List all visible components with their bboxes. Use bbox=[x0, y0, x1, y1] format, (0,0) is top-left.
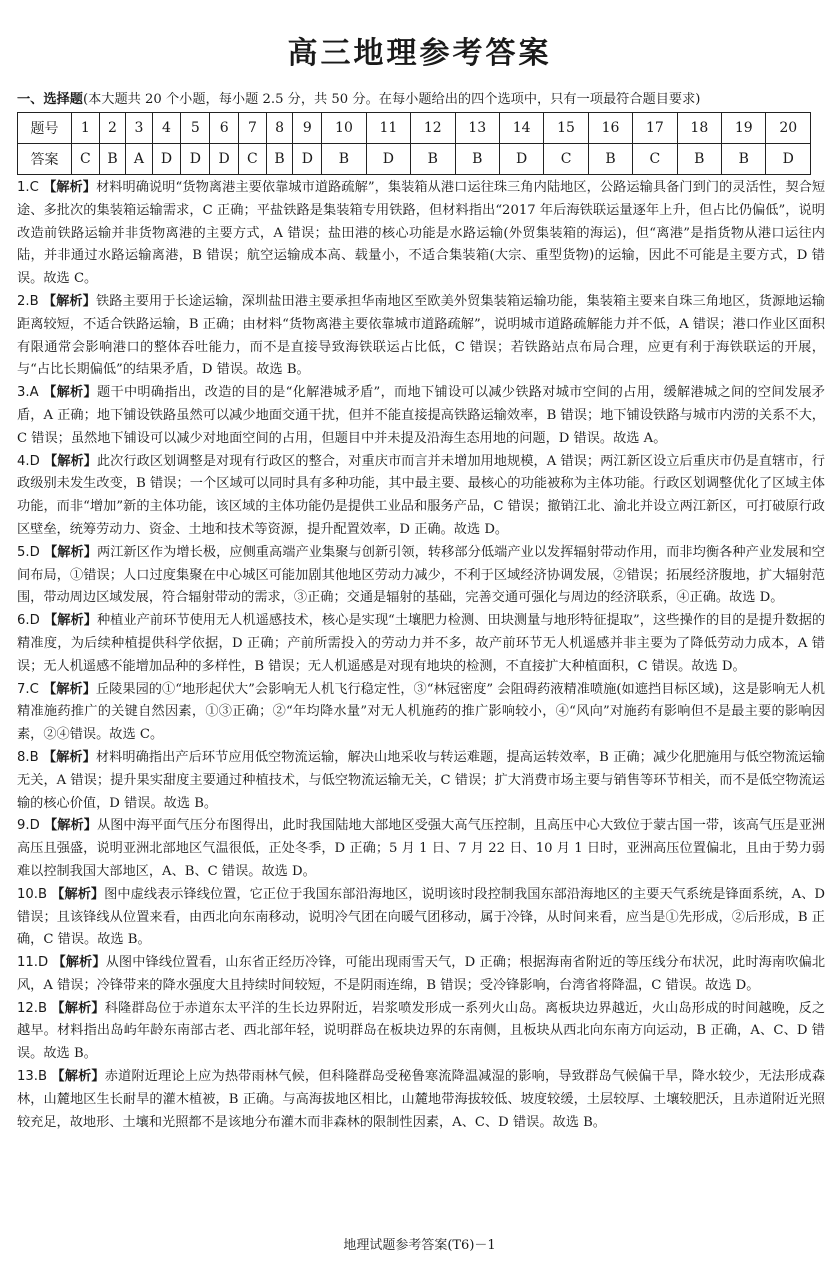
answer-cell: D bbox=[766, 144, 811, 175]
item-number: 11.D bbox=[17, 955, 49, 971]
answer-table bbox=[17, 112, 811, 175]
explanation-item bbox=[17, 542, 825, 610]
explanation-item bbox=[17, 382, 825, 450]
answer-cell: A bbox=[126, 144, 152, 175]
item-number: 10.B bbox=[17, 886, 48, 902]
item-text: 科隆群岛位于赤道东太平洋的生长边界附近，岩浆喷发形成一系列火山岛。离板块边界越近，火山岛形成的时间越晚，反之越早。材料指出岛屿年龄东南部古老、西北部年轻，说明群岛在板块边界的东南侧，且板块从西北向东南方向运动，B 正确，A、C、D 错误。故选 B。 bbox=[17, 1000, 826, 1062]
item-number: 6.D bbox=[17, 613, 40, 629]
answer-cell: D bbox=[181, 144, 210, 175]
analysis-tag: 【解析】 bbox=[51, 1069, 105, 1085]
item-number: 12.B bbox=[17, 1000, 48, 1016]
answer-cell: B bbox=[411, 144, 455, 175]
question-number-cell: 10 bbox=[322, 113, 366, 144]
question-number-cell: 7 bbox=[239, 113, 267, 144]
analysis-tag: 【解析】 bbox=[43, 453, 97, 469]
explanation-item bbox=[17, 884, 825, 952]
item-text: 从图中海平面气压分布图得出，此时我国陆地大部地区受强大高气压控制，且高压中心大致位于蒙古国一带，该高气压是亚洲高压且强盛，说明亚洲北部地区气温很低，正处冬季，D 正确；5 月 1 日、7 月 22 日、10 月 1 日时，亚洲高压位置偏北，且由于势力弱难以控制我国大部地区，A、B、C 错误。故选 D。 bbox=[17, 818, 825, 879]
item-number: 13.B bbox=[17, 1069, 48, 1085]
analysis-tag: 【解析】 bbox=[51, 886, 105, 902]
answer-cell: C bbox=[72, 144, 100, 175]
analysis-tag: 【解析】 bbox=[42, 293, 96, 309]
answer-cell: B bbox=[455, 144, 499, 175]
answer-cell: B bbox=[322, 144, 366, 175]
explanation-item bbox=[17, 1066, 825, 1134]
answer-cell: D bbox=[293, 144, 322, 175]
answer-table-row1-label: 题号 bbox=[18, 113, 72, 144]
item-text: 材料明确指出产后环节应用低空物流运输，解决山地采收与转运难题，提高运转效率，B 正确；减少化肥施用与低空物流运输无关，A 错误；提升果实甜度主要通过种植技术，与低空物流运输无关，C 错误；扩大消费市场主要与销售等环节相关，而不是低空物流运输的核心价值，D 错误。故选 B。 bbox=[17, 749, 825, 811]
section-note: (本大题共 20 个小题，每小题 2.5 分，共 50 分。在每小题给出的四个选项中，只有一项最符合题目要求) bbox=[82, 92, 701, 107]
question-number-cell: 3 bbox=[126, 113, 152, 144]
answer-cell: D bbox=[152, 144, 181, 175]
explanation-item bbox=[17, 952, 825, 998]
item-text: 图中虚线表示锋线位置，它正位于我国东部沿海地区，说明该时段控制我国东部沿海地区的主要天气系统是锋面系统，A、D 错误；且该锋线从位置来看，由西北向东南移动，说明冷气团在向暖气团移动，属于冷锋，从时间来看，应当是①先形成，②后形成，B 正确，C 错误。故选 B。 bbox=[17, 886, 826, 948]
question-number-cell: 9 bbox=[293, 113, 322, 144]
analysis-tag: 【解析】 bbox=[43, 385, 97, 401]
analysis-tag: 【解析】 bbox=[44, 544, 97, 560]
answer-cell: C bbox=[633, 144, 677, 175]
question-number-cell: 2 bbox=[99, 113, 126, 144]
explanation-item bbox=[17, 679, 825, 747]
analysis-tag: 【解析】 bbox=[51, 1000, 105, 1016]
item-number: 5.D bbox=[17, 544, 40, 560]
question-number-cell: 8 bbox=[266, 113, 293, 144]
item-number: 2.B bbox=[17, 293, 39, 309]
question-number-cell: 20 bbox=[766, 113, 811, 144]
item-number: 7.C bbox=[17, 681, 39, 697]
question-number-cell: 19 bbox=[722, 113, 766, 144]
analysis-tag: 【解析】 bbox=[43, 180, 97, 195]
question-number-cell: 12 bbox=[411, 113, 455, 144]
analysis-tag: 【解析】 bbox=[43, 681, 96, 697]
item-number: 4.D bbox=[17, 453, 40, 469]
item-number: 3.A bbox=[17, 385, 39, 401]
analysis-tag: 【解析】 bbox=[42, 749, 96, 765]
explanation-item bbox=[17, 451, 825, 542]
explanation-item bbox=[17, 747, 825, 815]
question-number-cell: 18 bbox=[677, 113, 721, 144]
analysis-tag: 【解析】 bbox=[52, 955, 106, 971]
explanation-list bbox=[17, 177, 825, 1134]
answer-cell: C bbox=[544, 144, 588, 175]
item-text: 两江新区作为增长极，应侧重高端产业集聚与创新引领，转移部分低端产业以发挥辐射带动作用，而非均衡各种产业发展和空间布局，①错误；人口过度集聚在中心城区可能加剧其他地区劳动力减少，不利于区域经济协调发展，②错误；拓展经济腹地，扩大辐射范围，带动周边区域发展，符合辐射带动的需求，③正确；交通是辐射的基础，完善交通可强化与周边的经济联系，④正确。故选 D。 bbox=[17, 544, 825, 606]
item-text: 丘陵果园的①“地形起伏大”会影响无人机飞行稳定性，③“林冠密度” 会阻碍药液精准喷施(如遮挡目标区域)，这是影响无人机精准施药推广的关键自然因素，①③正确；②“年均降水量”对无人机施药的推广影响较小，④“风向”对施药有影响但不是最主要的影响因素，②④错误。故选 C。 bbox=[17, 681, 825, 743]
item-number: 9.D bbox=[17, 818, 40, 834]
question-number-cell: 17 bbox=[633, 113, 677, 144]
item-text: 此次行政区划调整是对现有行政区的整合，对重庆市而言并未增加用地规模，A 错误；两江新区设立后重庆市仍是直辖市，行政级别未发生改变，B 错误；一个区域可以同时具有多种功能，其中最主要、最核心的功能被称为主体功能。行政区划调整优化了区域主体功能，而非“增加”新的主体功能，该区域的主体功能仍是提供工业品和服务产品，C 错误；撤销江北、渝北并设立两江新区，可打破原行政区壁垒，统筹劳动力、资金、土地和技术等资源，提升配置效率，D 正确。故选 D。 bbox=[17, 453, 825, 537]
item-number: 8.B bbox=[17, 749, 39, 765]
answer-cell: B bbox=[588, 144, 632, 175]
item-text: 从图中锋线位置看，山东省正经历冷锋，可能出现雨雪天气，D 正确；根据海南省附近的等压线分布状况，此时海南吹偏北风，A 错误；冷锋带来的降水强度大且持续时间较短，不是阴雨连绵，B 错误；受冷锋影响，台湾省将降温，C 错误。故选 D。 bbox=[17, 955, 826, 993]
answer-cell: D bbox=[366, 144, 410, 175]
question-number-cell: 5 bbox=[181, 113, 210, 144]
item-text: 种植业产前环节使用无人机遥感技术，核心是实现“土壤肥力检测、田块测量与地形特征提取”，这些操作的目的是提升数据的精准度，为后续种植提供科学依据，D 正确；产前所需投入的劳动力并不多，故产前环节无人机遥感并非主要为了降低劳动力成本，A 错误；无人机遥感不能增加品种的多样性，B 错误；无人机遥感是对现有地块的检测，不直接扩大种植面积，C 错误。故选 D。 bbox=[17, 613, 826, 674]
item-text: 材料明确说明“货物离港主要依靠城市道路疏解”，集装箱从港口运往珠三角内陆地区，公路运输具备门到门的灵活性，契合短途、多批次的集装箱运输需求，C 正确；平盐铁路是集装箱专用铁路，但材料指出“2017 年后海铁联运量逐年上升，但占比仍偏低”，说明改造前铁路运输并非货物离港的主要方式，A 错误；盐田港的核心功能是水路运输(外贸集装箱的海运)，但“离港”是指货物从港口运往内陆，并非通过水路运输离港，B 错误；航空运输成本高、载量小，不适合集装箱(大宗、重型货物)的运输，因此不可能是主要方式，D 错误。故选 C。 bbox=[17, 180, 826, 287]
explanation-item bbox=[17, 291, 825, 382]
question-number-cell: 14 bbox=[499, 113, 543, 144]
explanation-item bbox=[17, 815, 825, 883]
answer-table-answer-row bbox=[18, 144, 811, 175]
section-heading: 一、选择题 bbox=[17, 92, 83, 107]
question-number-cell: 16 bbox=[588, 113, 632, 144]
item-text: 铁路主要用于长途运输，深圳盐田港主要承担华南地区至欧美外贸集装箱运输功能，集装箱主要来自珠三角地区，货源地运输距离较短，不适合铁路运输，B 正确；由材料“货物离港主要依靠城市道路疏解”，说明城市道路疏解能力并不低，A 错误；港口作业区面积有限通常会影响港口的整体吞吐能力，而不是直接导致海铁联运占比低，C 错误；若铁路站点布局合理，应更有利于海铁联运的开展，与“占比长期偏低”的结果矛盾，D 错误。故选 B。 bbox=[17, 293, 825, 378]
page-title: 高三地理参考答案 bbox=[287, 36, 552, 71]
explanation-item bbox=[17, 610, 825, 678]
question-number-cell: 15 bbox=[544, 113, 588, 144]
question-number-cell: 6 bbox=[210, 113, 239, 144]
answer-table-number-row bbox=[18, 113, 811, 144]
explanation-item bbox=[17, 177, 825, 291]
analysis-tag: 【解析】 bbox=[44, 613, 97, 629]
question-number-cell: 13 bbox=[455, 113, 499, 144]
question-number-cell: 4 bbox=[152, 113, 181, 144]
answer-cell: B bbox=[99, 144, 126, 175]
item-text: 赤道附近理论上应为热带雨林气候，但科隆群岛受秘鲁寒流降温减湿的影响，导致群岛气候偏干旱，降水较少，无法形成森林，山麓地区生长耐旱的灌木植被，B 正确。与高海拔地区相比，山麓地带海拔较低、坡度较缓，土层较厚、土壤较肥沃，且赤道附近光照较充足，故地形、土壤和光照都不是该地分布灌木而非森林的限制性因素，A、C、D 错误。故选 B。 bbox=[17, 1069, 826, 1130]
question-number-cell: 1 bbox=[72, 113, 100, 144]
answer-table-row2-label: 答案 bbox=[18, 144, 72, 175]
answer-cell: D bbox=[210, 144, 239, 175]
page-footer: 地理试题参考答案(T6)－1 bbox=[343, 1238, 496, 1253]
answer-cell: D bbox=[499, 144, 543, 175]
item-number: 1.C bbox=[17, 180, 39, 195]
question-number-cell: 11 bbox=[366, 113, 410, 144]
answer-cell: B bbox=[677, 144, 721, 175]
explanation-item bbox=[17, 998, 825, 1066]
answer-cell: B bbox=[266, 144, 293, 175]
answer-cell: C bbox=[239, 144, 267, 175]
item-text: 题干中明确指出，改造的目的是“化解港城矛盾”，而地下铺设可以减少铁路对城市空间的占用，缓解港城之间的空间发展矛盾，A 正确；地下铺设铁路虽然可以减少地面交通干扰，但并不能直接提高铁路运输效率，B 错误；地下铺设铁路与城市内涝的关系不大，C 错误；虽然地下铺设可以减少对地面空间的占用，但题目中并未提及沿海生态用地的问题，D 错误。故选 A。 bbox=[17, 385, 825, 446]
analysis-tag: 【解析】 bbox=[44, 818, 97, 834]
section-header bbox=[17, 88, 827, 107]
answer-cell: B bbox=[722, 144, 766, 175]
